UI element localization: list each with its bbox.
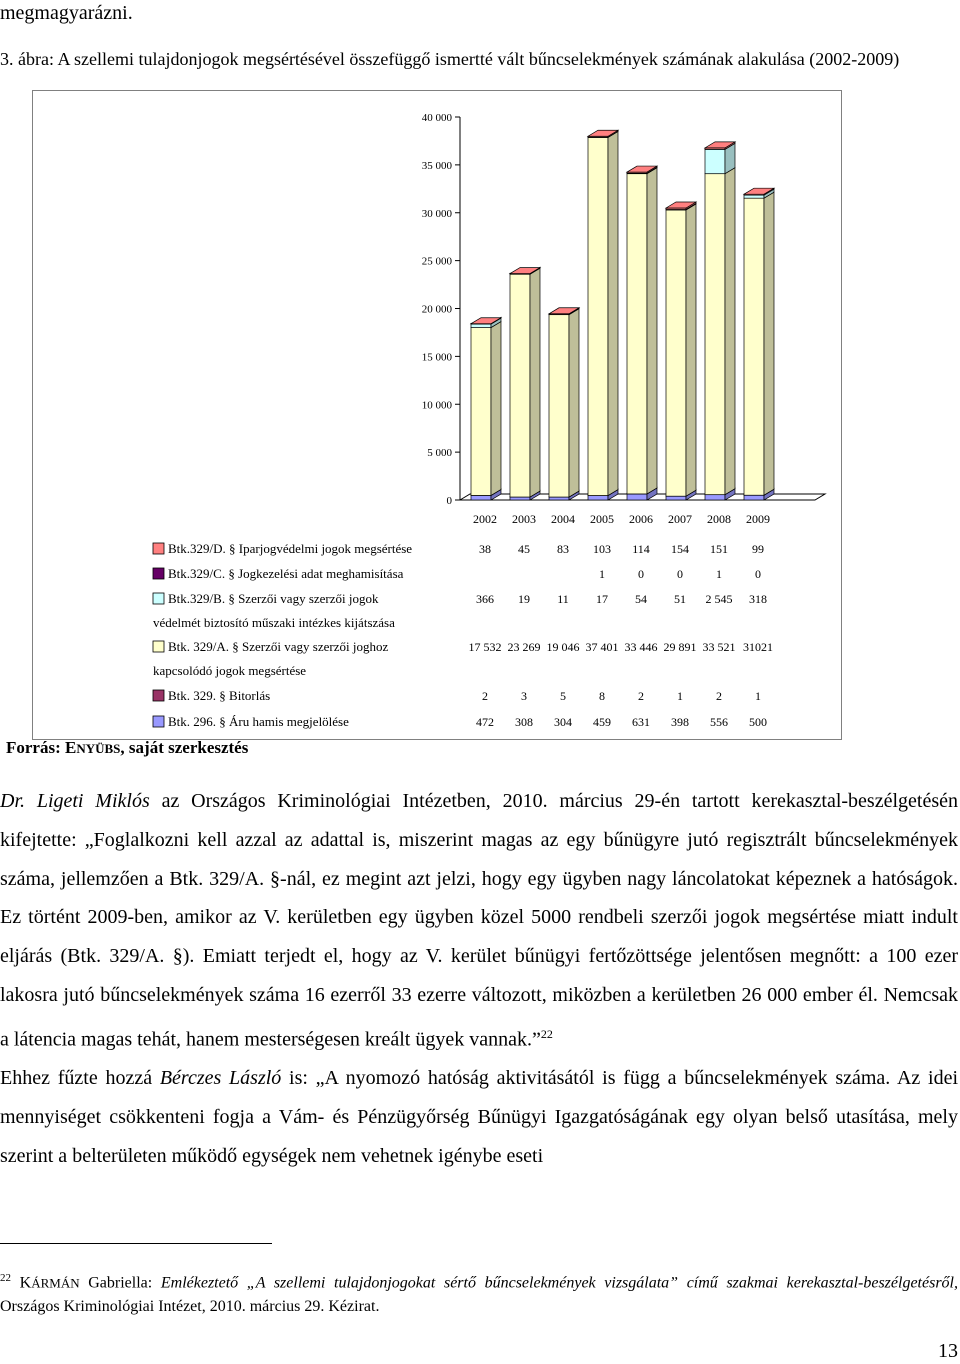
data-label: 54	[635, 592, 647, 606]
bar-2009-series-3-side	[764, 192, 774, 495]
data-label: 114	[632, 542, 650, 556]
data-label: 2	[482, 689, 488, 703]
legend-swatch	[153, 641, 164, 652]
legend-swatch	[153, 716, 164, 727]
data-label: 459	[593, 715, 611, 729]
data-label: 1	[716, 567, 722, 581]
bar-2006-series-3	[627, 174, 647, 494]
data-label: 23 269	[507, 640, 541, 654]
legend-label-line2: védelmét biztosító műszaki intézkes kijátszása	[153, 615, 395, 630]
y-tick-label: 35 000	[421, 159, 452, 172]
data-label: 0	[638, 567, 644, 581]
y-tick-label: 10 000	[421, 399, 452, 412]
data-label: 11	[557, 592, 569, 606]
y-tick-label: 25 000	[421, 255, 452, 268]
x-tick-label: 2003	[512, 512, 536, 526]
data-label: 17 532	[468, 640, 502, 654]
bar-2003-series-3	[510, 274, 530, 497]
page-number: 13	[938, 1340, 958, 1362]
bar-2009-series-4	[744, 195, 764, 198]
data-label: 308	[515, 715, 533, 729]
y-tick-label: 30 000	[421, 207, 452, 220]
y-tick-label: 5 000	[427, 447, 452, 460]
legend-label-line2: kapcsolódó jogok megsértése	[153, 663, 307, 678]
legend-label: Btk. 296. § Áru hamis megjelölése	[168, 714, 349, 729]
data-label: 5	[560, 689, 566, 703]
data-label: 631	[632, 715, 650, 729]
data-label: 19 046	[546, 640, 580, 654]
x-tick-label: 2005	[590, 512, 614, 526]
data-label: 1	[755, 689, 761, 703]
bar-2005-series-3	[588, 137, 608, 495]
person-name: Dr. Ligeti Miklós	[0, 790, 150, 812]
footnote: $^{22}$ KÁRMÁN Gabriella: Emlékeztető „A szellemi tulajdonjogokat sértő bűncselekmények vizsgálata” című szakmai kerekasztal-beszélgetésről, Országos Kriminológiai Intézet, 2010. március 29. Kézirat.	[0, 1272, 958, 1316]
bar-2003-series-1	[510, 497, 530, 500]
data-label: 83	[557, 542, 569, 556]
y-tick-label: 20 000	[421, 303, 452, 316]
data-label: 2 545	[705, 592, 733, 606]
data-label: 38	[479, 542, 491, 556]
bar-2009-series-3	[744, 198, 764, 495]
legend-swatch	[153, 690, 164, 701]
data-label: 151	[710, 542, 728, 556]
x-tick-label: 2002	[473, 512, 497, 526]
bar-2004-series-1	[549, 497, 569, 500]
footnote-separator	[0, 1243, 272, 1244]
legend-swatch	[153, 593, 164, 604]
footnote-ref: 22	[540, 1026, 553, 1041]
figure-caption: 3. ábra: A szellemi tulajdonjogok megsértésével összefüggő ismertté vált bűncselekmények számának alakulása (2002-2009)	[0, 49, 900, 69]
bar-2004-series-3	[549, 315, 569, 497]
data-label: 304	[554, 715, 572, 729]
data-label: 398	[671, 715, 689, 729]
bar-2005-series-3-side	[608, 131, 618, 495]
data-label: 37 401	[585, 640, 619, 654]
bar-2005-series-1	[588, 496, 608, 500]
data-label: 0	[677, 567, 683, 581]
data-label: 318	[749, 592, 767, 606]
bar-2006-series-3-side	[647, 168, 657, 494]
paragraph-ligeti: Dr. Ligeti Miklós az Országos Kriminológiai Intézetben, 2010. március 29-én tartott kerekasztal-beszélgetésén kifejtette: „Foglalkozni kell azzal az adattal is, miszerint magas az egy bűnügyre jutó regisztrált bűncselekmények száma, jellemzően a Btk. 329/A. §-nál, ez megint azt jelzi, hogy egy ügyben nagy láncolatokat képeznek a hatóságok. Ez történt 2009-ben, amikor az V. kerületben egy ügyben közel 5000 rendbeli szerzői jogok megsértése miatt indult eljárás (Btk. 329/A. §). Emiatt terjedt el, hogy az V. kerület bűnügyi fertőzöttsége jelentősen megnőtt: a 100 ezer lakosra jutó bűncselekmények száma 16 ezerről 33 ezerre változott, miközben a kerületben 26 000 ember él. Nemcsak a látencia magas tehát, hanem mesterségesen kreált ügyek vannak.”$^{22}$	[0, 790, 958, 1051]
bar-2006-series-1	[627, 494, 647, 500]
x-tick-label: 2009	[746, 512, 770, 526]
bar-2007-series-3-side	[686, 204, 696, 496]
legend-label: Btk. 329/A. § Szerzői vagy szerzői joghoz	[168, 639, 389, 654]
y-tick-label: 15 000	[421, 351, 452, 364]
bar-2008-series-3-side	[725, 168, 735, 495]
data-label: 2	[716, 689, 722, 703]
bar-2002-series-3-side	[491, 322, 501, 496]
data-label: 154	[671, 542, 689, 556]
data-label: 8	[599, 689, 605, 703]
bar-2002-series-1	[471, 495, 491, 500]
x-tick-label: 2004	[551, 512, 575, 526]
bar-2008-series-1	[705, 495, 725, 500]
legend-label: Btk.329/D. § Iparjogvédelmi jogok megsértése	[168, 541, 413, 556]
data-label: 33 446	[624, 640, 658, 654]
data-label: 17	[596, 592, 608, 606]
legend-label: Btk.329/C. § Jogkezelési adat meghamisítása	[168, 566, 404, 581]
data-label: 3	[521, 689, 527, 703]
body-text	[0, 782, 958, 1176]
data-label: 1	[677, 689, 683, 703]
legend-swatch	[153, 543, 164, 554]
person-name: Bérczes László	[159, 1067, 282, 1090]
bar-2009-series-1	[744, 495, 764, 500]
bar-2007-series-3	[666, 210, 686, 496]
bar-2008-series-4	[705, 149, 725, 173]
bar-2007-series-1	[666, 496, 686, 500]
data-label: 2	[638, 689, 644, 703]
data-label: 366	[476, 592, 494, 606]
data-label: 500	[749, 715, 767, 729]
bar-2008-series-3	[705, 174, 725, 495]
bar-2002-series-3	[471, 328, 491, 496]
previous-page-text: megmagyarázni.	[0, 2, 133, 24]
data-label: 99	[752, 542, 764, 556]
data-label: 556	[710, 715, 728, 729]
paragraph-berczes: Ehhez fűzte hozzá Bérczes László is: „A nyomozó hatóság aktivitásától is függ a bűncselekmények száma. Az idei mennyiséget csökkenteni fogja a Vám- és Pénzügyőrség Bűnügyi Igazgatóságának egy olyan belső utasítása, mely szerint a belterületen működő egységek nem vehetnek igénybe eseti	[0, 1067, 958, 1167]
bar-2003-series-3-side	[530, 268, 540, 497]
legend-label: Btk.329/B. § Szerzői vagy szerzői jogok	[168, 591, 379, 606]
bar-2004-series-3-side	[569, 309, 579, 497]
data-label: 51	[674, 592, 686, 606]
y-tick-label: 0	[446, 495, 452, 507]
data-label: 0	[755, 567, 761, 581]
data-label: 33 521	[702, 640, 736, 654]
x-tick-label: 2008	[707, 512, 731, 526]
data-label: 31021	[743, 640, 773, 654]
data-label: 103	[593, 542, 611, 556]
x-tick-label: 2007	[668, 512, 692, 526]
data-label: 29 891	[663, 640, 697, 654]
figure-source: Forrás: ENYÜBS, saját szerkesztés	[6, 738, 249, 757]
legend-swatch	[153, 568, 164, 579]
bar-2002-series-4	[471, 324, 491, 328]
y-tick-label: 40 000	[421, 112, 452, 124]
data-label: 19	[518, 592, 530, 606]
x-tick-label: 2006	[629, 512, 653, 526]
data-label: 45	[518, 542, 530, 556]
data-label: 472	[476, 715, 494, 729]
legend-label: Btk. 329. § Bitorlás	[168, 688, 271, 703]
data-label: 1	[599, 567, 605, 581]
